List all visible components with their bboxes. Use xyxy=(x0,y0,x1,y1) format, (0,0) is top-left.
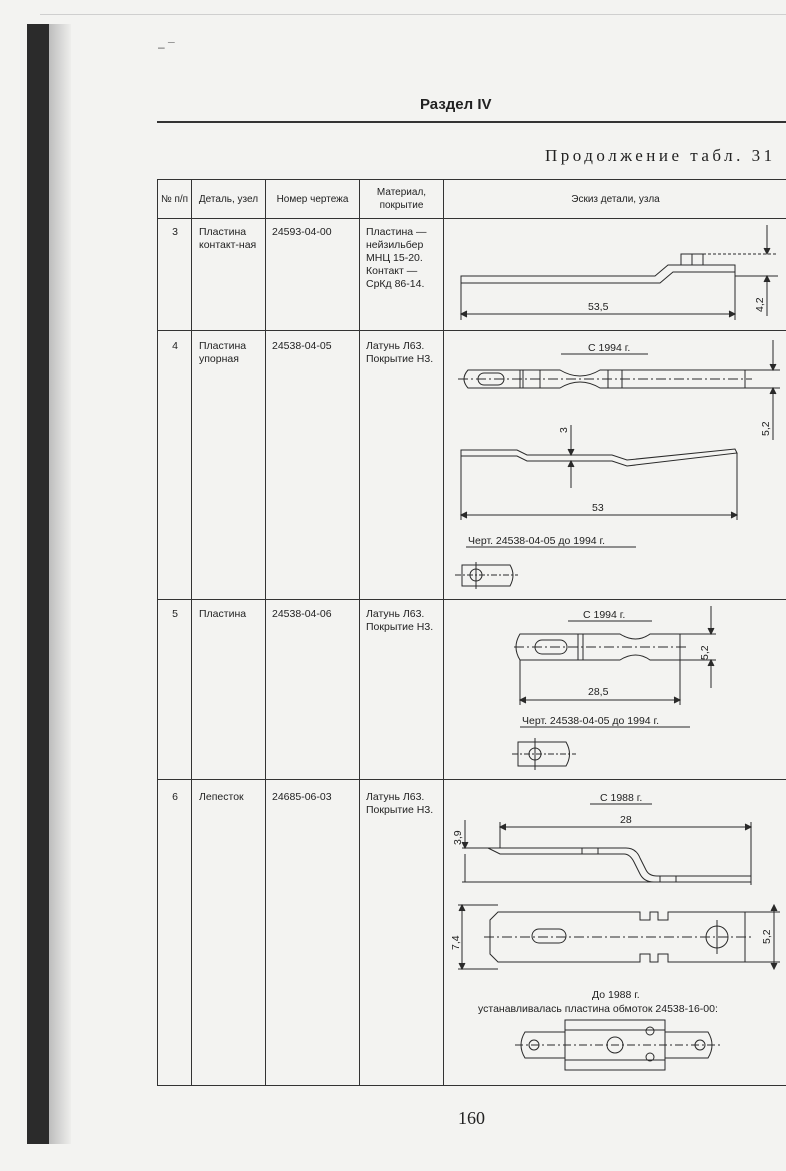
row4-part: Пластина упорная xyxy=(199,340,247,365)
header-sketch: Эскиз детали, узла xyxy=(571,193,660,205)
row5-dim-width: 5,2 xyxy=(699,645,711,660)
row6-note-line1: До 1988 г. xyxy=(592,989,640,1001)
row6-part: Лепесток xyxy=(199,791,244,803)
row3-drawing: 24593-04-00 xyxy=(272,226,332,238)
page-number: 160 xyxy=(458,1108,485,1128)
row5-dim-length: 28,5 xyxy=(588,686,609,698)
row5-caption: С 1994 г. xyxy=(583,609,626,621)
row4-old-caption: Черт. 24538-04-05 до 1994 г. xyxy=(468,535,606,547)
row6-num: 6 xyxy=(172,791,178,803)
header-num: № п/п xyxy=(160,193,189,205)
row5-old-caption: Черт. 24538-04-05 до 1994 г. xyxy=(522,715,660,727)
row6-dim-height: 3,9 xyxy=(452,830,464,845)
row6-material: Латунь Л63. Покрытие Н3. xyxy=(366,791,434,816)
row5-part: Пластина xyxy=(199,608,247,620)
row4-material: Латунь Л63. Покрытие Н3. xyxy=(366,340,434,365)
row4-caption: С 1994 г. xyxy=(588,342,631,354)
row5-drawing: 24538-04-06 xyxy=(272,608,332,620)
row6-dim-width: 5,2 xyxy=(761,929,773,944)
row6-caption: С 1988 г. xyxy=(600,792,643,804)
row5-material: Латунь Л63. Покрытие Н3. xyxy=(366,608,434,633)
corner-mark: – ¯ xyxy=(158,40,175,54)
row6-note-line2: устанавливалась пластина обмоток 24538-16-00: xyxy=(478,1003,718,1015)
row3-part: Пластина контакт-ная xyxy=(199,226,257,251)
row3-material: Пластина — нейзильбер МНЦ 15-20. Контакт — СрКд 86-14. xyxy=(366,226,427,290)
table-continuation-title: Продолжение табл. 31 xyxy=(545,146,776,165)
row5-num: 5 xyxy=(172,608,178,620)
row3-sketch xyxy=(461,225,778,320)
row4-dim-width: 5,2 xyxy=(760,421,772,436)
section-title: Раздел IV xyxy=(420,96,492,113)
row3-num: 3 xyxy=(172,226,178,238)
row3-dim-length: 53,5 xyxy=(588,301,609,313)
row4-num: 4 xyxy=(172,340,178,352)
row6-dim-overall: 7,4 xyxy=(450,935,462,950)
row4-dim-bend: 3 xyxy=(558,427,570,433)
header-drawing: Номер чертежа xyxy=(276,193,349,205)
row6-sketch xyxy=(450,792,780,1070)
row5-sketch xyxy=(512,606,716,770)
row4-drawing: 24538-04-05 xyxy=(272,340,332,352)
header-material: Материал, покрытие xyxy=(376,187,427,211)
row6-drawing: 24685-06-03 xyxy=(272,791,332,803)
row4-dim-length: 53 xyxy=(592,502,604,514)
row3-dim-height: 4,2 xyxy=(754,297,766,312)
row6-dim-length: 28 xyxy=(620,814,632,826)
header-part: Деталь, узел xyxy=(198,193,259,205)
row4-sketch xyxy=(455,340,780,589)
